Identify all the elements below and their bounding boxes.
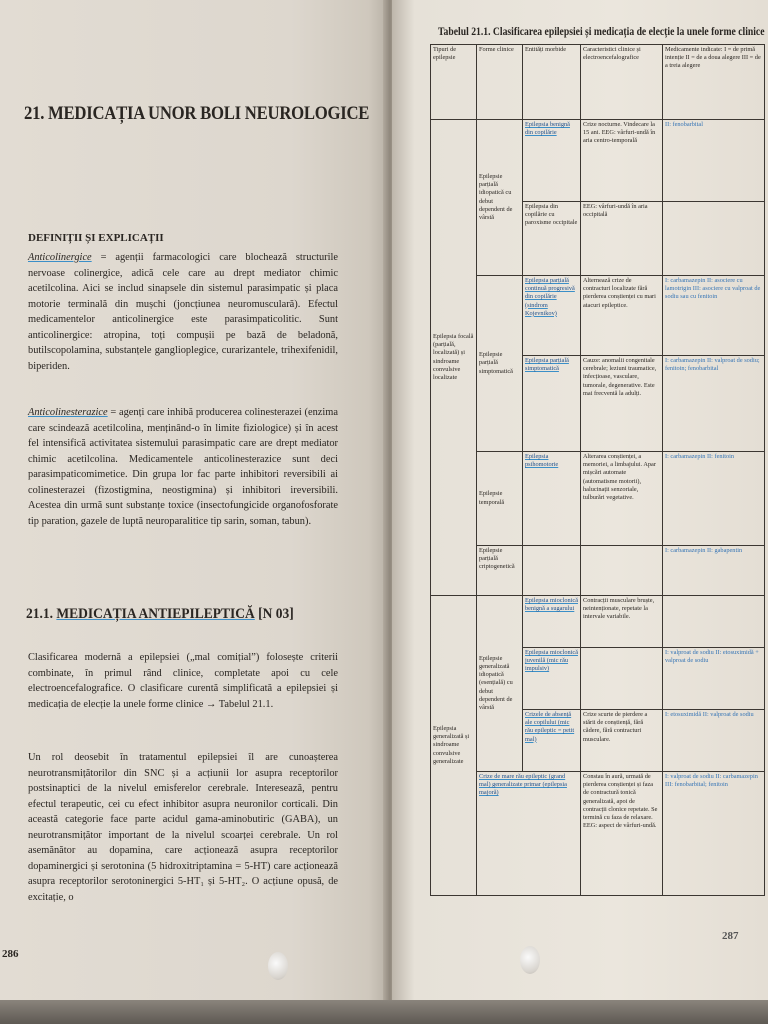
table-row — [431, 120, 765, 202]
entity-cell: Crize de mare rău epileptic (grand mal) generalizate primar (epilepsia majoră) — [477, 772, 581, 896]
feature-cell: Constau în aură, urmată de pierderea conștienței și faza de contractură tonică generalizată, apoi de contracții clonice repetate. Se termină cu faza de relaxare. EEG: aspect de vârfuri-undă. — [581, 772, 663, 896]
form-temporal: Epilepsie temporală — [477, 452, 523, 546]
page-number-right: 287 — [722, 930, 739, 942]
entity-cell: Epilepsia mioclonică benignă a sugarului — [523, 596, 581, 648]
punch-hole-left — [268, 952, 288, 980]
subsection-number: 21.1. — [26, 606, 57, 622]
term-anticolinergice: Anticolinergice — [28, 252, 92, 263]
feature-cell: Alternează crize de contracturi localizate fără pierderea conștienței cu mari atacuri epileptice. — [581, 276, 663, 356]
feature-cell — [581, 546, 663, 596]
medication-cell: I: carbamazepin II: gabapentin — [663, 546, 765, 596]
page-number-left: 286 — [2, 948, 19, 960]
medication-cell: I: carbamazepin II: fenitoin — [663, 452, 765, 546]
medication-cell — [663, 202, 765, 276]
paragraph-text: = agenții farmacologici care blochează structurile nervoase colinergice, adică cele care au drept mediator chimic acetilcolina. Aici se includ sinapsele din sistemul parasimpatic și placa motorie terminală din mușchi (joncțiunea neuromusculară). Efectul medicamentelor anticolinergice este parasimpaticolitic. Sunt anticolinergice: atropina, toți compușii pe bază de beladonă, butilscopolamina, substanțele ganglioplegice, curarizantele, trihexifenidil, biperiden. — [28, 252, 338, 372]
table-row — [431, 452, 765, 546]
feature-cell: Crize scurte de pierdere a stării de conștiență, fără cădere, fără contracturi musculare. — [581, 710, 663, 772]
feature-cell: Contracții musculare bruște, neintenționate, repetate la intervale variabile. — [581, 596, 663, 648]
section-heading: DEFINIȚII ȘI EXPLICAȚII — [28, 232, 164, 244]
header-entities: Entități morbide — [523, 45, 581, 120]
paragraph-anticolinergice — [28, 250, 338, 374]
subsection-title — [26, 606, 294, 623]
entity-cell: Epilepsia parțială simptomatică — [523, 356, 581, 452]
feature-cell: EEG: vârfuri-undă în aria occipitală — [581, 202, 663, 276]
paragraph-anticolinesterazice — [28, 405, 338, 529]
epilepsy-table — [430, 44, 765, 896]
form-idiopathic: Epilepsie parțială idiopatică cu debut dependent de vârstă — [477, 120, 523, 276]
entity-cell: Epilepsia parțială continuă progresivă din copilărie (sindrom Kojevnikov) — [523, 276, 581, 356]
term-anticolinesterazice: Anticolinesterazice — [28, 407, 108, 418]
feature-cell: Cauze: anomalii congenitale cerebrale; leziuni traumatice, infecțioase, vasculare, tumorale, degenerative. Este mai frecventă la adulți. — [581, 356, 663, 452]
paragraph-neurotransmitters: Un rol deosebit în tratamentul epilepsiei îl are cunoașterea neurotransmițătorilor din SNC și a acțiunii lor asupra receptorilor postsinaptici de la nivelul emisferelor cerebrale. Interesează, pentru efectul terapeutic, cei cu efect inhibitor asupra neuronilor corticali. Din această categorie face parte acidul gama-aminobutiric (GABA), un neurotransmițător important de la nivelul scoarței cerebrale. Un rol asemănător au dopamina, care acționează asupra receptorilor dopaminergici și serotonina (5 hidroxitriptamina = 5-HT) care acționează asupra receptorilor serotoninergici 5-HT₁ și 5-HT₂. O acțiune opusă, de excitație, o — [28, 752, 338, 903]
header-meds: Medicamente indicate: I = de primă intenție II = de a doua alegere III = de a treia alegere — [663, 45, 765, 120]
type-focal: Epilepsia focală (parțială, localizată) și sindroame convulsive localizate — [431, 120, 477, 596]
chapter-title: 21. MEDICAȚIA UNOR BOLI NEUROLOGICE — [24, 103, 370, 124]
paragraph-text: = agenți care inhibă producerea colinesterazei (enzima care scindează acetilcolina, menținând-o în limite fiziologice) și în acest fel intensifică activitatea sistemului parasimpatic care are drept mediator chimic acetilcolina. Medicamentele anticolinesterazice sunt deci parasimpaticomimetice. Din grupa lor fac parte inhibitori reversibili ai colinesterazei (fizostigmina, neostigmina) și inhibitori ireversibili. Acestea din urmă sunt substanțe toxice (insectofungicide organofosforate tip paration, gazele de luptă neuroparalitice tip sarin, soman, tabun). — [28, 407, 338, 527]
left-page — [0, 0, 388, 1000]
entity-cell — [523, 546, 581, 596]
punch-hole-right — [520, 946, 540, 974]
medication-cell: I: valproat de sodiu II: carbamazepin III: fenobarbital; fenitoin — [663, 772, 765, 896]
header-forms: Forme clinice — [477, 45, 523, 120]
subsection-code: [N 03] — [254, 606, 294, 622]
table-row — [431, 596, 765, 648]
header-types: Tipuri de epilepsie — [431, 45, 477, 120]
header-features: Caracteristici clinice și electroencefalografice — [581, 45, 663, 120]
feature-cell — [581, 648, 663, 710]
medication-cell: I: etosuximidă II: valproat de sodiu — [663, 710, 765, 772]
entity-cell: Epilepsia benignă din copilărie — [523, 120, 581, 202]
entity-cell: Epilepsia mioclonică juvenilă (mic rău impulsiv) — [523, 648, 581, 710]
table-row — [431, 276, 765, 356]
medication-cell: II: fenobarbital — [663, 120, 765, 202]
entity-cell: Crizele de absență ale copilului (mic rău epileptic = petit mal) — [523, 710, 581, 772]
feature-cell: Crize nocturne. Vindecare la 15 ani. EEG: vârfuri-undă în aria centro-temporală — [581, 120, 663, 202]
table-row — [431, 772, 765, 896]
table-caption: Tabelul 21.1. Clasificarea epilepsiei și medicația de elecție la unele forme clinice — [438, 26, 765, 38]
medication-cell: I: carbamazepin II: valproat de sodiu; fenitoin; fenobarbital — [663, 356, 765, 452]
medication-cell — [663, 596, 765, 648]
feature-cell: Alterarea conștienței, a memoriei, a limbajului. Apar mișcări automate (automatisme motorii), halucinații senzoriale, tulburări vegetative. — [581, 452, 663, 546]
form-symptomatic: Epilepsie parțială simptomatică — [477, 276, 523, 452]
medication-cell: I: valproat de sodiu II: etosuximidă + valproat de sodiu — [663, 648, 765, 710]
paragraph-classification: Clasificarea modernă a epilepsiei („mal comițial”) folosește criterii combinate, în primul rând clinice, completate apoi cu cele electroencefalografice. O clasificare curentă simplificată a epilepsiei și medicația de elecție la unele forme clinice → Tabelul 21.1. — [28, 652, 338, 710]
table-header-row — [431, 45, 765, 120]
entity-cell: Epilepsia psihomotorie — [523, 452, 581, 546]
table-row — [431, 546, 765, 596]
medication-cell: I: carbamazepin II: asociere cu lamotrigin III: asociere cu valproat de sodiu sau cu fenitoin — [663, 276, 765, 356]
right-page — [392, 0, 768, 1000]
desk-surface — [0, 1000, 768, 1024]
form-cryptogenic: Epilepsie parțială criptogenetică — [477, 546, 523, 596]
entity-cell: Epilepsia din copilărie cu paroxisme occipitale — [523, 202, 581, 276]
type-generalized: Epilepsia generalizată și sindroame convulsive generalizate — [431, 596, 477, 896]
form-gen-idiopathic: Epilepsie generalizată idiopatică (esențială) cu debut dependent de vârstă — [477, 596, 523, 772]
subsection-name: MEDICAȚIA ANTIEPILEPTICĂ — [56, 606, 255, 622]
